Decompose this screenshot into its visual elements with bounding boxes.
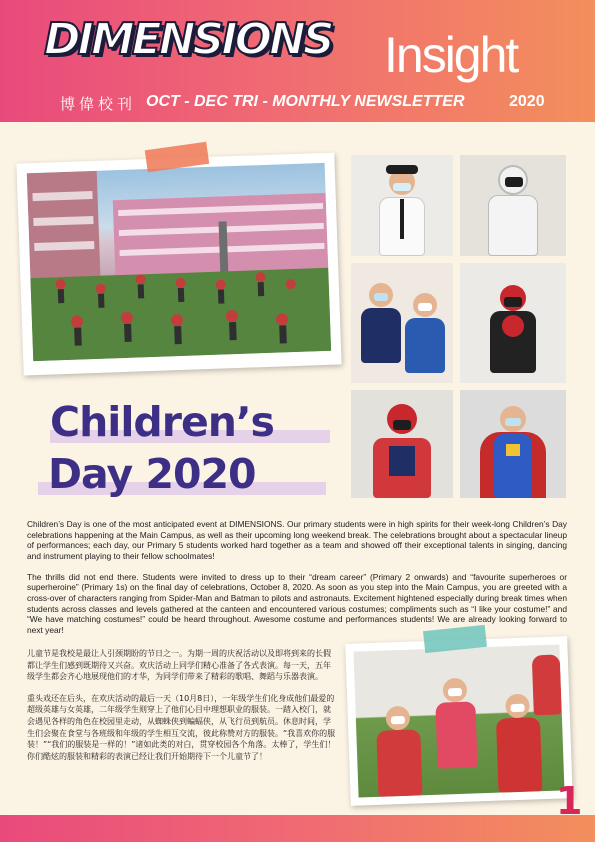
newsletter-subtitle: OCT - DEC TRI - MONTHLY NEWSLETTER xyxy=(146,93,465,110)
english-body xyxy=(27,519,567,646)
group-photo xyxy=(27,163,331,361)
english-paragraph: Children’s Day is one of the most anticipated event at DIMENSIONS. Our primary students were in high spirits for their week-long Children’s Day celebrations happening at the Main Campus, as well as their upcoming long weekend break. The celebrations brought about a spectacular lineup of performances; each day, our Primary 5 students worked hard together as a team and showed off their exceptional talents in singing, dancing and instrument playing to their fellow schoolmates! xyxy=(27,519,567,562)
title-line-1: Children’s xyxy=(50,398,274,446)
school-building-illustration xyxy=(27,163,331,361)
title-line-2: Day 2020 xyxy=(48,450,256,498)
english-paragraph: The thrills did not end there. Students were invited to dress up to their “dream career” (Primary 2 onwards) and “favourite superheroes or superheroine” (Primary 1s) on the final day of celebrations, October 8, 2020. As soon as you step into the Main Campus, you are greeted with a cross-over of characters ranging from Spider-Man and Batman to pilots and astronauts. Excitement hightened especially during break times when students across classes and levels gathered at the canteen and encountered various costumes; compliments such as “I like your costume!” and “We have matching costumes!” could be heard throughout. Awesome costume and performances students! We are already looking forward to next year! xyxy=(27,571,567,636)
chinese-body xyxy=(27,648,337,772)
issue-year: 2020 xyxy=(509,93,545,110)
masthead xyxy=(0,0,595,122)
chinese-paragraph: 儿童节是我校是最让人引颈期盼的节日之一。为期一周的庆祝活动以及即将到来的长假都让学生们感到既期待又兴奋。欢庆活动上同学们精心准备了各式表演。每一天，五年级学生都会齐心地展现他们的才华，为同学们带来了精彩的歌唱、舞蹈与乐器表演。 xyxy=(27,649,331,682)
kids-in-red-photo xyxy=(354,644,565,797)
footer-band xyxy=(0,815,595,842)
kids-photo-frame xyxy=(345,636,573,806)
article-title xyxy=(38,398,338,508)
chinese-paragraph: 重头戏还在后头，在欢庆活动的最后一天（10月8日），一年级学生们化身成他们最爱的超级英雄与女英雄，二年级学生则穿上了他们心目中理想职业的服装。一踏入校门，就会遇见各样的角色在校园里走动，从蜘蛛侠到蝙蝠侠，从飞行员到航员。休息时间，学生们会聚在食堂与各班级和年级的学生相互交流，彼此称赞对方的服装。“我喜欢你的服装！”“我们的服装是一样的！”诸如此类的对白，贯穿校园各个角落。太棒了，学生们！你们酷炫的服装和精彩的表演已经让我们开始期待下一个儿童节了！ xyxy=(27,693,336,761)
group-photo-frame xyxy=(16,153,341,376)
chinese-masthead-title: 博偉校刊 xyxy=(60,95,137,113)
brand-suffix: Insight xyxy=(384,27,518,83)
costume-photo-astronaut xyxy=(460,155,566,256)
costume-photo-two-kids xyxy=(351,263,453,383)
costume-photo-racer xyxy=(351,390,453,498)
page-number: 1 xyxy=(556,779,583,823)
costume-photo-spiderman xyxy=(460,263,566,383)
brand-logo: DIMENSIONS xyxy=(44,14,332,65)
costume-photo-pilot xyxy=(351,155,453,256)
costume-photo-supergirl xyxy=(460,390,566,498)
